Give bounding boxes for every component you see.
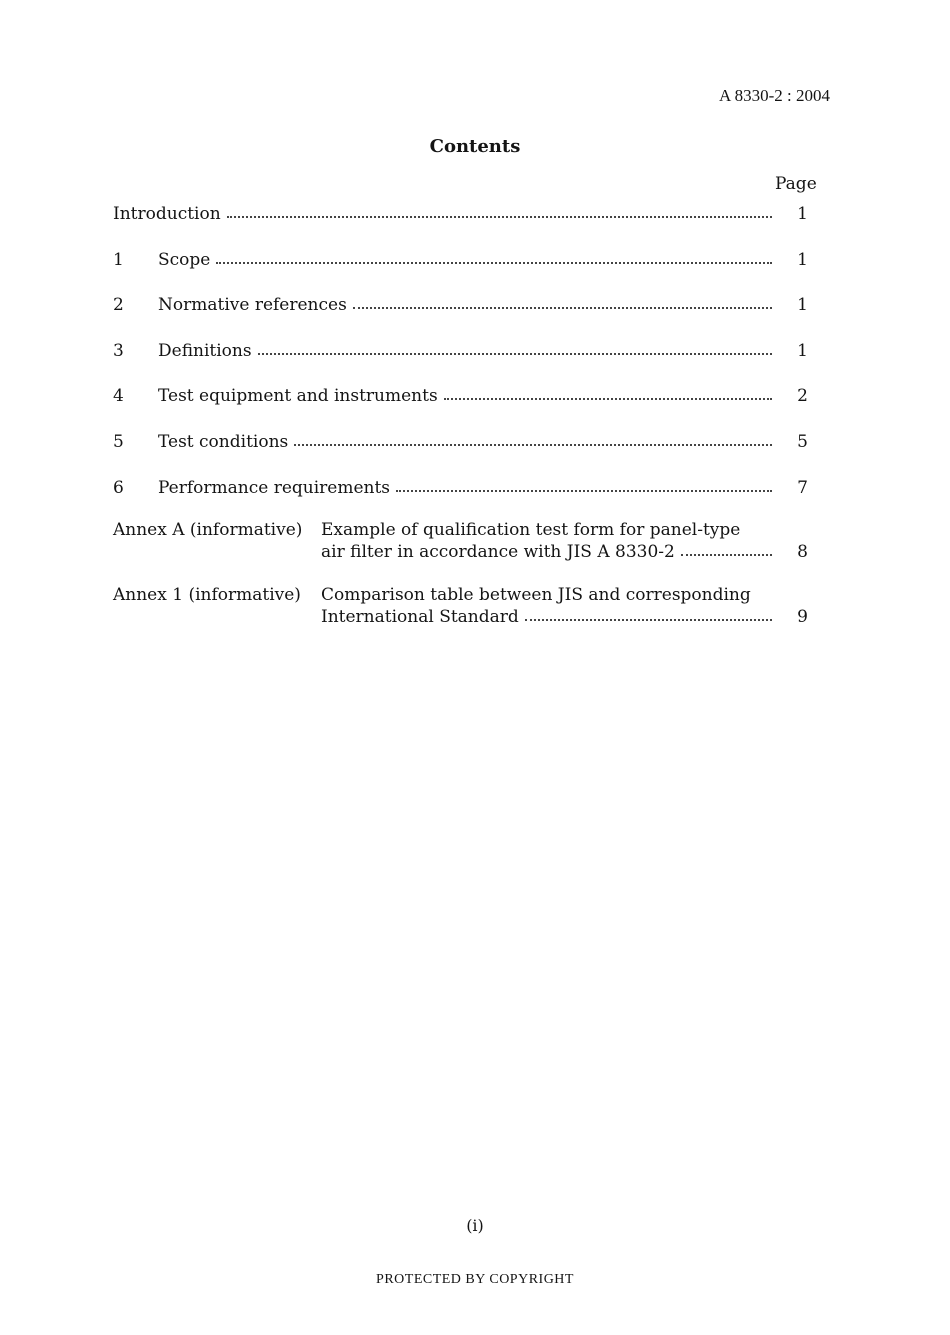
toc-entry-label: Performance requirements (158, 478, 391, 498)
toc-entry-label: Normative references (158, 295, 347, 315)
annex-title-line2-row (321, 540, 808, 562)
annex-title-line1: Example of qualification test form for panel-type (321, 520, 741, 540)
toc-entry-page: 5 (797, 432, 808, 452)
annex-title-line2: air filter in accordance with JIS A 8330-2 (321, 542, 675, 562)
toc-entry-label: Definitions (158, 341, 252, 361)
dot-leader (525, 619, 772, 621)
dot-leader (444, 398, 772, 400)
page-column-label: Page (775, 174, 817, 194)
toc-entry-normative-references[interactable] (113, 291, 808, 315)
toc-entry-number: 5 (113, 432, 124, 452)
toc-entry-scope[interactable] (113, 246, 808, 270)
toc-entry-label: Test equipment and instruments (158, 386, 438, 406)
dot-leader (681, 554, 772, 556)
toc-entry-label: Scope (158, 250, 211, 270)
dot-leader (353, 307, 772, 309)
dot-leader (258, 353, 772, 355)
dot-leader (216, 262, 772, 264)
toc-entry-definitions[interactable] (113, 337, 808, 361)
dot-leader (227, 216, 772, 218)
toc-entry-number: 4 (113, 386, 124, 406)
dot-leader (294, 444, 772, 446)
toc-entry-label: Test conditions (158, 432, 289, 452)
toc-entry-number: 6 (113, 478, 124, 498)
toc-entry-test-conditions[interactable] (113, 428, 808, 452)
toc-entry-number: 1 (113, 250, 124, 270)
contents-title: Contents (429, 136, 521, 157)
dot-leader (396, 490, 772, 492)
copyright-notice: PROTECTED BY COPYRIGHT (376, 1272, 574, 1287)
toc-entry-page: 1 (797, 250, 808, 270)
annex-page: 8 (797, 542, 808, 562)
annex-title-line2: International Standard (321, 607, 519, 627)
annex-title-line1: Comparison table between JIS and corresponding (321, 585, 751, 605)
toc-entry-introduction[interactable] (113, 200, 808, 224)
toc-entry-performance-requirements[interactable] (113, 474, 808, 498)
toc-entry-number: 2 (113, 295, 124, 315)
annex-tag: Annex 1 (informative) (113, 585, 301, 605)
toc-entry-page: 1 (797, 204, 808, 224)
toc-entry-label: Introduction (113, 204, 221, 224)
toc-entry-page: 7 (797, 478, 808, 498)
annex-page: 9 (797, 607, 808, 627)
toc-entry-page: 1 (797, 341, 808, 361)
toc-entry-page: 2 (797, 386, 808, 406)
standard-code: A 8330-2 : 2004 (719, 86, 830, 105)
toc-entry-page: 1 (797, 295, 808, 315)
footer-page-number: (i) (466, 1216, 484, 1235)
annex-tag: Annex A (informative) (113, 520, 303, 540)
toc-entry-test-equipment[interactable] (113, 382, 808, 406)
annex-title-line2-row (321, 605, 808, 627)
toc-entry-number: 3 (113, 341, 124, 361)
